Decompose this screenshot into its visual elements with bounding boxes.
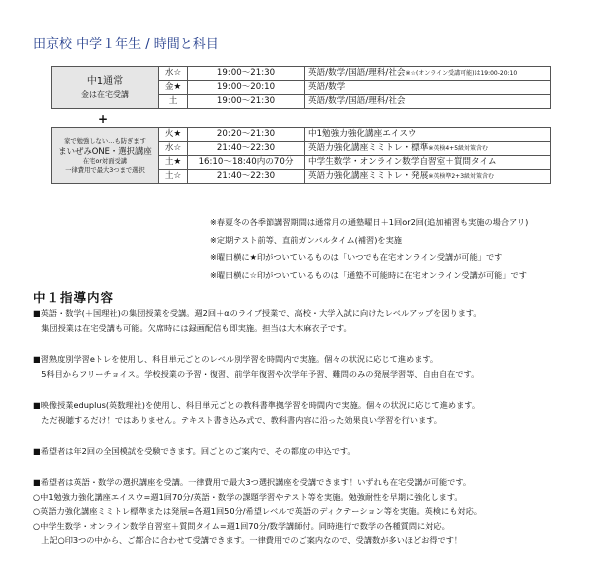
- paragraph-line: ○中1勉強力強化講座エイスウ=週1回70分/英語・数学の課題学習やテスト等を実施。勉強耐性を早期に強化します。: [33, 491, 463, 502]
- paragraph-line: ■英語・数学(＋国理社)の集団授業を受講。週2回＋αのライブ授業で、高校・大学入試に向けたレベルアップを図ります。: [33, 308, 482, 318]
- subject-cell: [305, 95, 551, 109]
- subject-text: 中学生数学・オンライン数学自習室＋質問タイム: [308, 157, 497, 167]
- plus-sign: +: [98, 112, 109, 126]
- time-cell: 19:00〜20:10: [188, 81, 305, 95]
- paragraph: [33, 398, 480, 427]
- day-cell: 火★: [159, 128, 188, 142]
- schedule-row: [52, 128, 551, 142]
- elective-label-line3: 在宅or対面受講: [82, 157, 128, 165]
- paragraph: [33, 352, 479, 381]
- day-cell: 水☆: [159, 142, 188, 156]
- subject-cell: [305, 156, 551, 170]
- paragraph: [33, 475, 482, 548]
- paragraph-line: 集団授業は在宅受講も可能。欠席時には録画配信も即実施。担当は大木麻衣子です。: [33, 322, 352, 333]
- paragraph-line: ○中学生数学・オンライン数学自習室＋質問タイム=週1回70分/数学講師付。同時進行で数学の各種質問に対応。: [33, 520, 450, 531]
- paragraph-line: 上記○印3つの中から、ご都合に合わせて受講できます。一律費用でのご案内なので、受講数が多いほどお得です！: [33, 535, 463, 545]
- paragraph-line: 5科目からフリーチョイス。学校授業の予習・復習、前学年復習や次学年予習、難問のみの発展学習等、自由自在です。: [33, 368, 480, 379]
- time-cell: 16:10〜18:40内の70分: [188, 156, 305, 170]
- course-label-main: 中1通常: [86, 76, 124, 87]
- time-cell: 20:20〜21:30: [188, 128, 305, 142]
- page-title: 田京校 中学１年生 / 時間と科目: [33, 37, 219, 52]
- day-cell: 水☆: [159, 67, 188, 81]
- subject-cell: [305, 81, 551, 95]
- paragraph: [33, 444, 356, 459]
- day-cell: 土★: [159, 156, 188, 170]
- day-cell: 金★: [159, 81, 188, 95]
- subject-note: ※英検準2+3級対策含む: [428, 173, 495, 180]
- elective-label-line4: 一律費用で最大3つまで選択: [65, 166, 145, 174]
- course-label-sub: 金は在宅受講: [81, 90, 129, 99]
- paragraph-line: ■希望者は英語・数学の選択講座を受講。一律費用で最大3つ選択講座を受講できます！いずれも在宅受講が可能です。: [33, 477, 472, 487]
- paragraph: [33, 306, 482, 335]
- paragraph-line: ■習熟度別学習eトレを使用し、科目単元ごとのレベル別学習を時間内で実施。個々の状況に応じて進めます。: [33, 354, 439, 364]
- subject-note: ※☆(オンライン受講可能)は19:00-20:10: [405, 70, 518, 77]
- note-line: ※曜日横に☆印がついているものは「通塾不可能時に在宅オンライン受講が可能」です: [210, 269, 527, 280]
- subject-cell: [305, 67, 551, 81]
- time-cell: 21:40〜22:30: [188, 142, 305, 156]
- elective-label-line2: まいぜみONE・選択講座: [58, 145, 152, 156]
- subject-cell: [305, 128, 551, 142]
- time-cell: 19:00〜21:30: [188, 67, 305, 81]
- subject-text: 英語力強化講座ミミトレ・標準: [308, 143, 429, 153]
- notes-block: [210, 214, 528, 284]
- subject-text: 英語力強化講座ミミトレ・発展: [308, 171, 429, 181]
- regular-schedule-table: [51, 66, 551, 109]
- subject-text: 英語/数学: [308, 82, 346, 92]
- note-line: ※春夏冬の各季節講習期間は通常月の通塾曜日＋1回or2回(追加補習も実施の場合アリ): [210, 217, 529, 227]
- subject-note: ※英検4+5級対策含む: [428, 145, 489, 152]
- elective-schedule-table: [51, 127, 551, 184]
- note-line: ※曜日横に★印がついているものは「いつでも在宅オンライン受講が可能」です: [210, 252, 503, 262]
- note-line: ※定期テスト前等、直前ガンバルタイム(補習)を実施: [210, 234, 402, 245]
- paragraph-line: ■映像授業eduplus(英数理社)を使用し、科目単元ごとの教科書準拠学習を時間内で実施。個々の状況に応じて進めます。: [33, 400, 481, 410]
- day-cell: 土☆: [159, 170, 188, 184]
- elective-label-line1: 家で勉強しない…も防ぎます: [64, 137, 146, 145]
- subject-cell: [305, 142, 551, 156]
- subject-text: 英語/数学/国語/理科/社会: [308, 68, 406, 78]
- paragraph-line: ○英語力強化講座ミミトレ標準または発展=各週1回50分/希望レベルで英語のディクテーション等を実施。英検にも対応。: [33, 506, 482, 516]
- section-heading: 中１指導内容: [33, 290, 115, 305]
- day-cell: 土: [159, 95, 188, 109]
- schedule-row: [52, 67, 551, 81]
- paragraph-line: ■希望者は年2回の全国模試を受験できます。回ごとのご案内で、その都度の申込です。: [33, 446, 356, 456]
- paragraph-line: ただ視聴するだけ！ではありません。テキスト書き込み式で、教科書内容に沿った効果良い学習を行います。: [33, 414, 442, 425]
- subject-text: 中1勉強力強化講座エイスウ: [308, 129, 417, 139]
- time-cell: 21:40〜22:30: [188, 170, 305, 184]
- time-cell: 19:00〜21:30: [188, 95, 305, 109]
- course-label: [52, 67, 159, 109]
- subject-text: 英語/数学/国語/理科/社会: [308, 96, 406, 106]
- subject-cell: [305, 170, 551, 184]
- elective-label: [52, 128, 159, 184]
